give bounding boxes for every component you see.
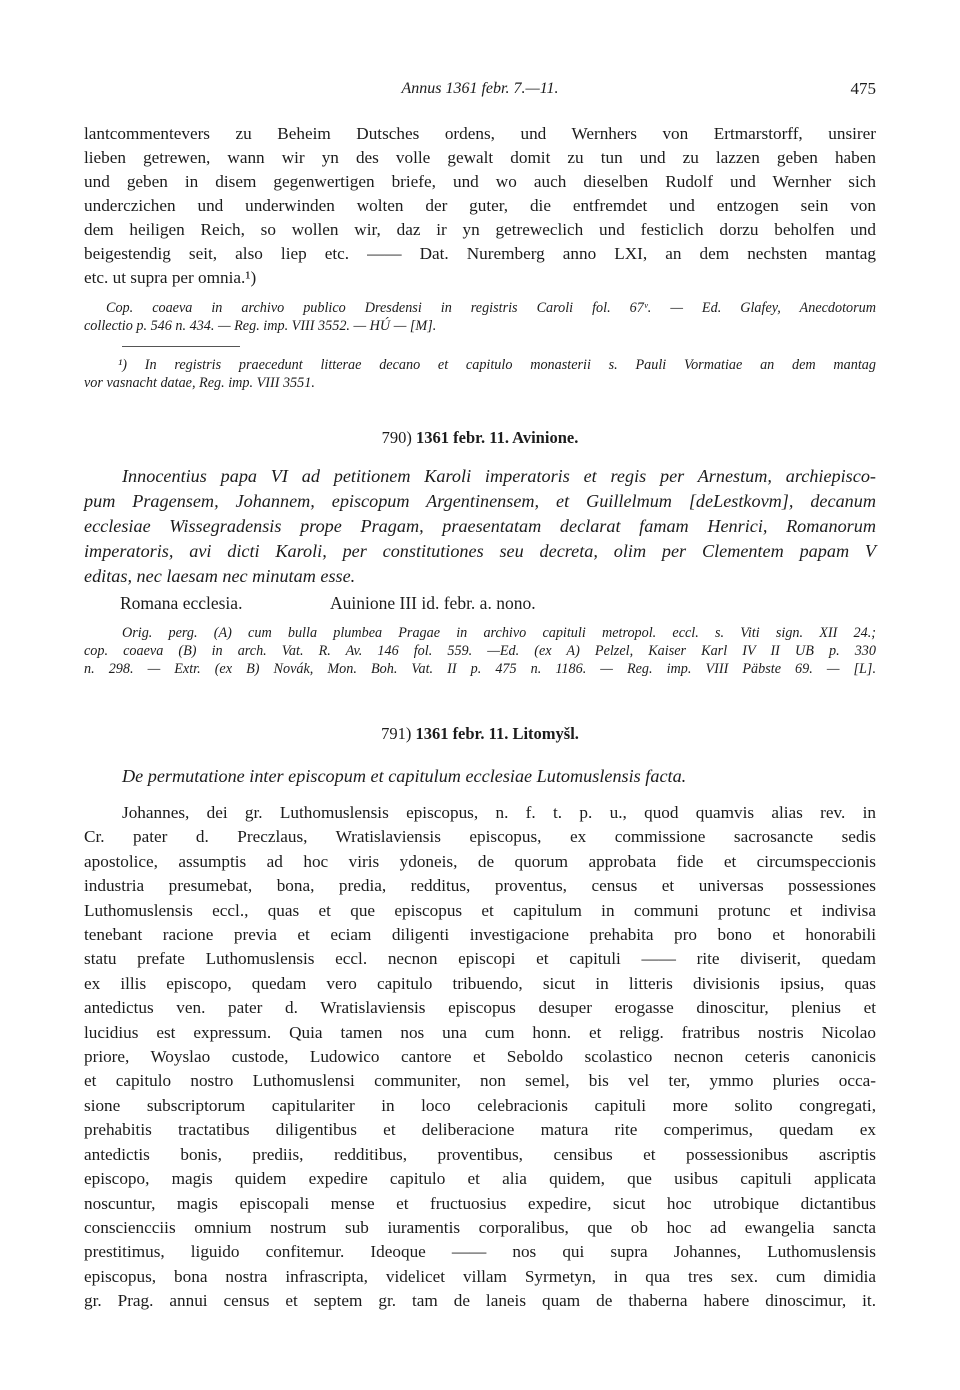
note-line: n. 298. — Extr. (ex B) Novák, Mon. Boh. Vat. II p. 475 n. 1186. — Reg. imp. VIII Päbste 69. — [L]. <box>84 661 876 677</box>
text-line: gr. Prag. annui census et septem gr. tam de laneis quam de thaberna habere dinoscimur, it. <box>84 1291 876 1311</box>
footnote-divider <box>122 346 240 347</box>
text-line: und geben in disem gegenwertigen briefe, und wo auch dieselben Rudolf und Wernher sich <box>84 172 876 191</box>
doc-date: 1361 febr. 11. Litomyšl. <box>415 724 579 743</box>
regest-line: Innocentius papa VI ad petitionem Karoli imperatoris et regis per Arnestum, archiepisco- <box>122 466 876 486</box>
note-line: Cop. coaeva in archivo publico Dresdensi in registris Caroli fol. 67ᵛ. — Ed. Glafey, Anecdotorum <box>106 300 876 316</box>
text-line: lantcommentevers zu Beheim Dutsches ordens, und Wernhers von Ertmarstorff, unsirer <box>84 124 876 143</box>
page-header <box>84 76 876 102</box>
text-line: statu prefate Luthomuslensis eccl. necnon episcopi et capituli —— rite diviserit, quedam <box>84 949 876 969</box>
regest-line: imperatoris, avi dicti Karoli, per constitutiones seu decreta, olim per Clementem papam V <box>84 541 876 561</box>
text-line: tenebant racione previa et eciam diligenti investigacione prehabita pro bono et honorabili <box>84 925 876 945</box>
text-line: Johannes, dei gr. Luthomuslensis episcopus, n. f. t. p. u., quod quamvis alias rev. in <box>122 803 876 822</box>
doc791-heading <box>84 722 876 746</box>
doc-number: 790) <box>381 428 412 447</box>
text-line: ex illis episcopo, quedam vero capitulo tribuendo, sicut in litteris divisionis ipsius, quas <box>84 973 876 993</box>
text-line: antedictus ven. pater d. Wratislaviensis episcopus desuper erogasse dinoscitur, plenius et <box>84 998 876 1018</box>
doc790-source-note <box>84 624 876 678</box>
regest-line: ecclesiae Wissegradensis prope Pragam, praesentatam declarat famam Henrici, Romanorum <box>84 516 876 536</box>
doc789-footnote <box>84 356 876 392</box>
text-line: lucidius est expressum. Quia tamen nos una cum honn. et religg. fratribus nostris Nicolao <box>84 1022 876 1042</box>
text-line: antedictis bonis, prediis, redditibus, proventibus, censibus et possessionibus ascriptis <box>84 1144 876 1164</box>
text-line: episcopo, magis quidem expedire capitulo et alia quidem, que usibus capituli applicata <box>84 1169 876 1189</box>
text-line: Cr. pater d. Preczlaus, Wratislaviensis episcopus, ex commissione sacrosancte sedis <box>84 827 876 847</box>
text-line: apostolice, assumptis ad hoc viris ydoneis, de quorum approbata fide et circumspeccionis <box>84 851 876 871</box>
regest-line: pum Pragensem, Johannem, episcopum Argentinensem, et Guillelmum [deLestkovm], decanum <box>84 491 876 511</box>
doc790-heading <box>84 426 876 450</box>
footnote-line: ¹) In registris praecedunt litterae decano et capitulo monasterii s. Pauli Vormatiae an dem mantag <box>118 357 876 373</box>
text-line: etc. ut supra per omnia.¹) <box>84 268 257 287</box>
text-line: priore, Woyslao custode, Ludowico cantore et Seboldo scolastico necnon ceteris canonicis <box>84 1047 876 1067</box>
text-line: episcopus, bona nostra infrascripta, videlicet villam Syrmetyn, in qua tres sex. cum dimidia <box>84 1266 876 1286</box>
note-line: Orig. perg. (A) cum bulla plumbea Pragae in archivo capituli metropol. eccl. s. Viti sign. XII 24.; <box>122 625 876 641</box>
page-number: 475 <box>850 79 876 98</box>
text-line: consciencciis omnium nostrum sub iuramentis corporalibus, que ob hoc ad ewangelia sancta <box>84 1217 876 1237</box>
text-line: et capitulo nostro Luthomuslensi communiter, non semel, bis vel ter, ymmo pluries occa- <box>84 1071 876 1091</box>
doc791-body <box>84 801 876 1314</box>
text-line: lieben getrewen, wann wir yn des volle gewalt domit zu tun und zu lazzen geben haben <box>84 148 876 167</box>
footnote-line: vor vasnacht datae, Reg. imp. VIII 3551. <box>84 375 315 391</box>
text-line: prehabitis tractatibus diligentibus et deliberacione matura rite comperimus, quedam ex <box>84 1120 876 1140</box>
running-title: Annus 1361 febr. 7.—11. <box>401 80 559 97</box>
regest-line: editas, nec laesam nec minutam esse. <box>84 566 356 586</box>
dateline-place-date: Auinione III id. febr. a. nono. <box>330 593 536 613</box>
text-line: underczichen und underwinden wolten der guter, die entfremdet und entzogen sein von <box>84 196 876 215</box>
note-line: cop. coaeva (B) in arch. Vat. R. Av. 146 fol. 559. —Ed. (ex A) Pelzel, Kaiser Karl IV II UB p. 330 <box>84 643 876 659</box>
text-line: prestitimus, liguido confitemur. Ideoque —— nos qui supra Johannes, Luthomuslensis <box>84 1242 876 1262</box>
text-line: dem heiligen Reich, so wollen wir, daz ir yn getreweclich und festiclich dorzu beholfen und <box>84 220 876 239</box>
doc789-source-note <box>84 299 876 335</box>
text-line: Luthomuslensis eccl., quas et que episcopus et capitulum in communi protunc et indivisa <box>84 900 876 920</box>
text-line: industria presumebat, bona, predia, redditus, proventus, census et universas possessiones <box>84 876 876 896</box>
doc789-body <box>84 122 876 290</box>
note-line: collectio p. 546 n. 434. — Reg. imp. VIII 3552. — HÚ — [M]. <box>84 318 437 334</box>
text-line: beigestendig seit, also liep etc. —— Dat. Nuremberg anno LXI, an dem nechsten mantag <box>84 244 876 263</box>
text-line: sione subscriptorum capitulariter in loco celebracionis capituli more solito congregati, <box>84 1095 876 1115</box>
doc790-regest <box>84 464 876 589</box>
dateline-issuer: Romana ecclesia. <box>120 593 243 613</box>
doc791-regest <box>84 764 876 789</box>
doc-date: 1361 febr. 11. Avinione. <box>416 428 579 447</box>
text-line: noscuntur, magis episcopali mense et fructuosius expedire, sicut hoc utrobique dictantibus <box>84 1193 876 1213</box>
doc-number: 791) <box>381 724 412 743</box>
regest-line: De permutatione inter episcopum et capitulum ecclesiae Lutomuslensis facta. <box>122 766 687 786</box>
